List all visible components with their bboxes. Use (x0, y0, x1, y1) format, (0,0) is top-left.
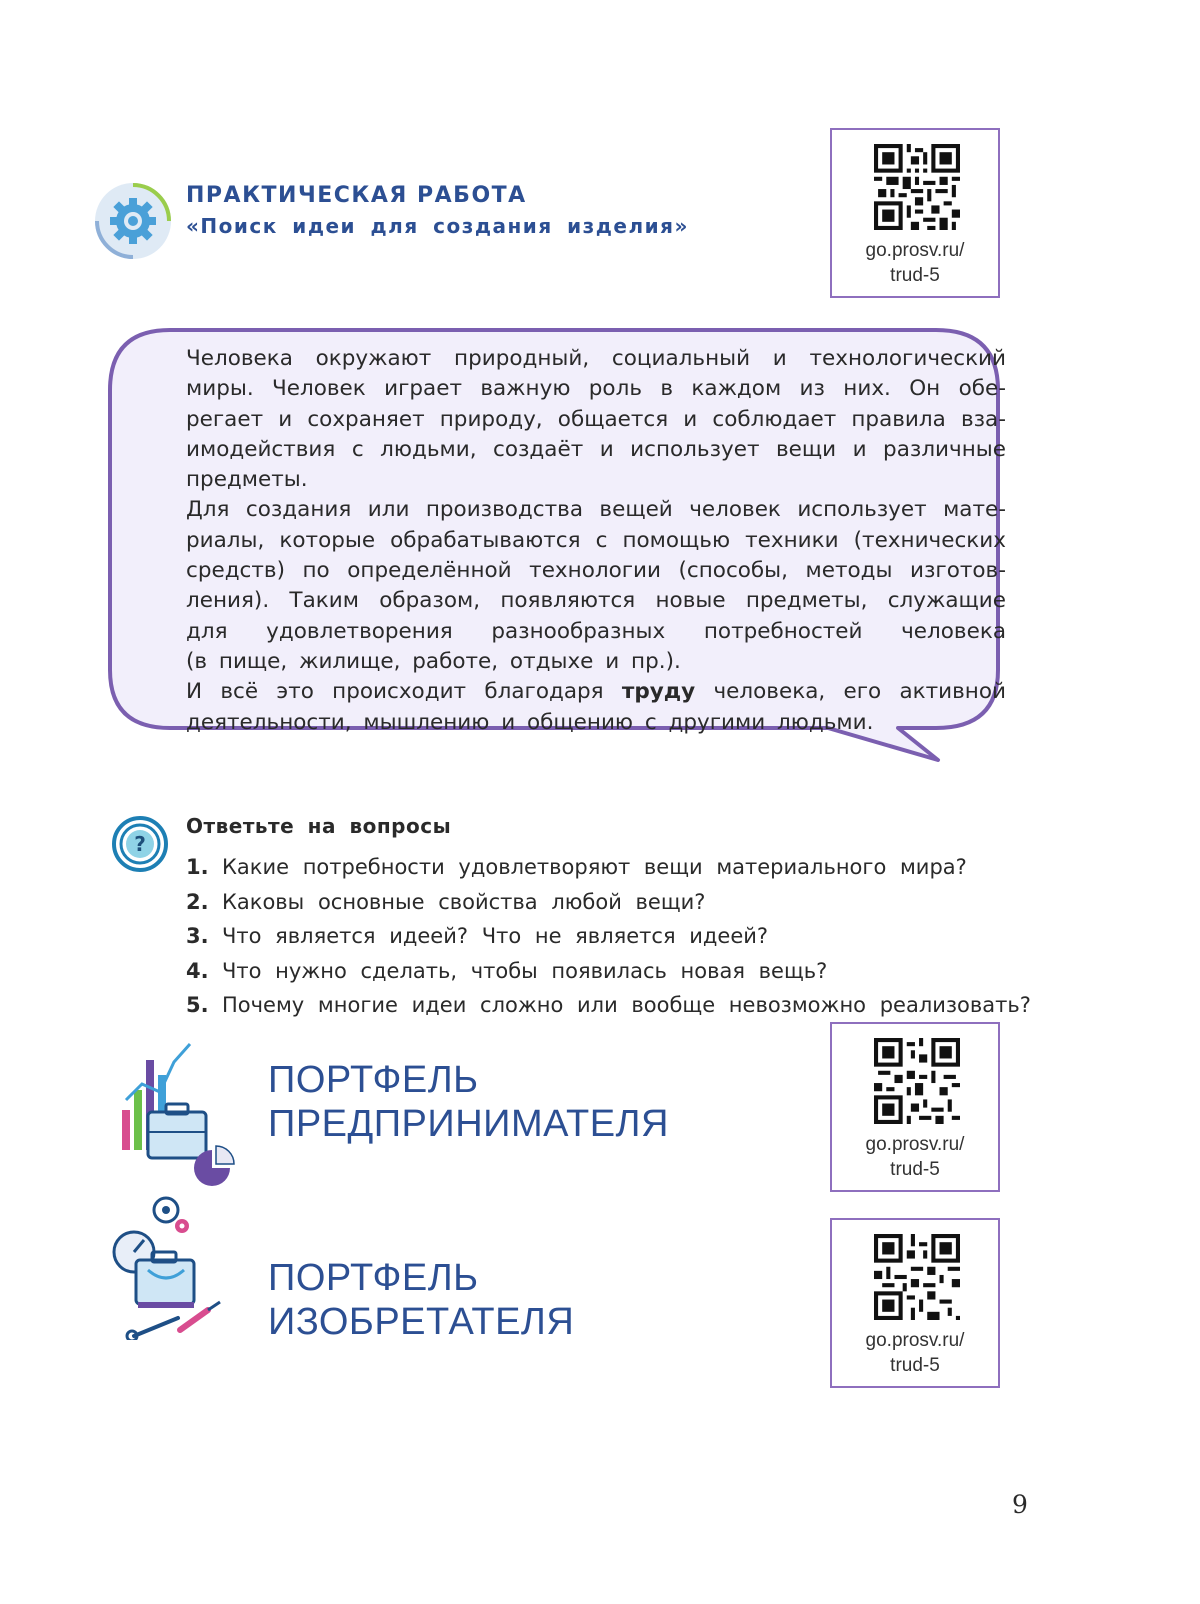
portfolio-inventor-line2: ИЗОБРЕТАТЕЛЯ (268, 1301, 575, 1343)
questions-heading: Ответьте на вопросы (186, 814, 452, 838)
page-number: 9 (1012, 1490, 1028, 1519)
inventor-briefcase-tools-icon (108, 1190, 238, 1340)
bubble-line: Для создания или производства вещей человек использует мате- (186, 497, 1006, 523)
questions-list (186, 850, 1036, 1023)
entrepreneur-briefcase-chart-icon (112, 1040, 242, 1190)
qr-code-box[interactable] (830, 128, 1000, 298)
bubble-line: Человека окружают природный, социальный и технологический (186, 346, 1006, 371)
qr-link-caption[interactable] (832, 1132, 998, 1182)
portfolio-entrepreneur-line1: ПОРТФЕЛЬ (268, 1059, 479, 1101)
bubble-line: деятельности, мышлению и общению с другими людьми. (186, 709, 874, 735)
question-icon (112, 816, 168, 872)
practical-work-title: «Поиск идеи для создания изделия» (186, 214, 689, 238)
info-bubble-text (186, 344, 1006, 738)
portfolio-entrepreneur-line2: ПРЕДПРИНИМАТЕЛЯ (268, 1103, 669, 1145)
practical-work-label: ПРАКТИЧЕСКАЯ РАБОТА (186, 183, 527, 208)
question-item (186, 850, 1036, 885)
question-number: 4. (186, 958, 209, 983)
bubble-line: ления). Таким образом, появляются новые предметы, служащие (186, 588, 1006, 614)
bubble-line: миры. Человек играет важную роль в каждом из них. Он обе- (186, 376, 1006, 402)
bubble-text-end: человека, его активной (713, 679, 1006, 705)
question-item (186, 885, 1036, 920)
question-item (186, 954, 1036, 989)
question-text: Что является идеей? Что не является идеей? (222, 924, 769, 948)
question-number: 5. (186, 993, 209, 1017)
qr-link-line2: trud-5 (890, 1355, 940, 1376)
qr-code-box[interactable] (830, 1022, 1000, 1192)
bubble-line: (в пище, жилище, работе, отдыхе и пр.). (186, 648, 681, 674)
bubble-line: риалы, которые обрабатываются с помощью техники (технических (186, 527, 1006, 553)
bubble-text-start: И всё это происходит благодаря (186, 679, 604, 705)
qr-link-line1: go.prosv.ru/ (865, 1330, 965, 1351)
qr-link-line2: trud-5 (890, 265, 940, 286)
question-number: 1. (186, 855, 209, 879)
portfolio-inventor-line1: ПОРТФЕЛЬ (268, 1257, 479, 1299)
qr-link-line2: trud-5 (890, 1159, 940, 1180)
qr-link-caption[interactable] (832, 1328, 998, 1378)
bubble-line: регает и сохраняет природу, общается и соблюдает правила вза- (186, 406, 1006, 432)
svg-text:?: ? (134, 832, 146, 856)
qr-link-line1: go.prosv.ru/ (865, 1134, 965, 1155)
question-number: 2. (186, 889, 209, 914)
qr-link-line1: go.prosv.ru/ (865, 240, 965, 261)
bubble-line: предметы. (186, 467, 308, 493)
qr-code-icon (874, 144, 960, 230)
bubble-line: средств) по определённой технологии (способы, методы изготов- (186, 558, 1006, 584)
qr-link-caption[interactable] (832, 238, 998, 288)
question-text: Какие потребности удовлетворяют вещи материального мира? (222, 855, 967, 879)
qr-code-icon (874, 1038, 960, 1124)
bubble-line-emphasis (186, 677, 1006, 707)
question-text: Каковы основные свойства любой вещи? (222, 889, 706, 914)
portfolio-inventor-title (268, 1256, 574, 1344)
portfolio-entrepreneur-title (268, 1058, 669, 1146)
bubble-line: имодействия с людьми, создаёт и использует вещи и различные (186, 436, 1006, 462)
question-item (186, 988, 1036, 1023)
bubble-bold-word: труду (621, 679, 696, 705)
practical-work-gear-icon (92, 180, 174, 262)
question-text: Что нужно сделать, чтобы появилась новая вещь? (222, 958, 828, 983)
bubble-line: для удовлетворения разнообразных потребностей человека (186, 618, 1006, 644)
qr-code-box[interactable] (830, 1218, 1000, 1388)
question-item (186, 919, 1036, 954)
qr-code-icon (874, 1234, 960, 1320)
question-number: 3. (186, 924, 209, 948)
question-text: Почему многие идеи сложно или вообще невозможно реализовать? (222, 993, 1031, 1017)
